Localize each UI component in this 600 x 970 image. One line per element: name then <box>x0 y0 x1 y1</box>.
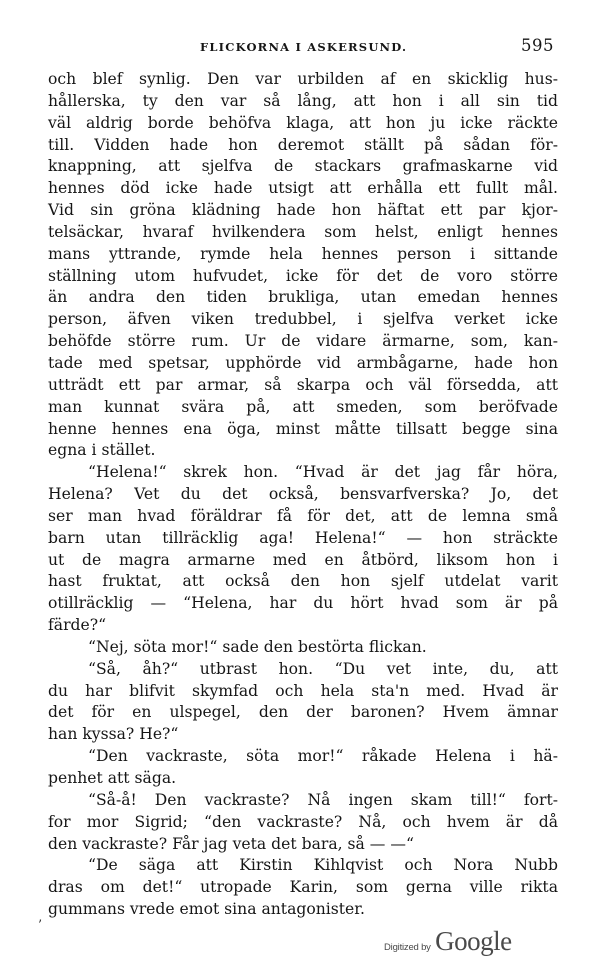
google-logo: Google <box>435 926 512 956</box>
text-line: knappning, att sjelfva de stackars grafmaskarne vid <box>48 157 558 176</box>
text-line: “Så-å! Den vackraste? Nå ingen skam till!“ fort- <box>88 790 558 809</box>
text-line: han kyssa? He?“ <box>48 725 179 744</box>
text-line: “Nej, söta mor!“ sade den bestörta flickan. <box>88 637 427 656</box>
text-line: och blef synlig. Den var urbilden af en skicklig hus- <box>48 70 558 88</box>
watermark-prefix: Digitized by <box>384 942 431 953</box>
text-line: väl aldrig borde behöfva klaga, att hon ju icke räckte <box>48 113 558 132</box>
text-line: penhet att säga. <box>48 769 177 787</box>
text-line: “Så, åh?“ utbrast hon. “Du vet inte, du, att <box>88 659 558 678</box>
text-line: ställning utom hufvudet, icke för det de voro större <box>48 266 558 285</box>
text-line: du har blifvit skymfad och hela sta'n med. Hvad är <box>48 681 558 700</box>
text-line: behöfde större rum. Ur de vidare ärmarne, som, kan- <box>48 332 558 351</box>
text-line: Vid sin gröna klädning hade hon häftat ett par kjor- <box>48 201 558 220</box>
text-line: henne hennes ena öga, minst måtte tillsatt begge sina <box>48 419 558 438</box>
text-line: otillräcklig — “Helena, har du hört hvad som är på <box>48 594 558 613</box>
text-line: gummans vrede emot sina antagonister. <box>48 900 365 919</box>
text-line: hast fruktat, att också den hon sjelf utdelat varit <box>48 572 558 591</box>
text-line: “De säga att Kirstin Kihlqvist och Nora Nubb <box>88 856 558 875</box>
text-line: hållerska, ty den var så lång, att hon i all sin tid <box>48 91 558 110</box>
text-line: man kunnat svära på, att smeden, som beröfvade <box>48 397 558 416</box>
text-line: utträdt ett par armar, så skarpa och väl försedda, att <box>48 375 558 394</box>
paragraph <box>48 855 558 921</box>
text-line: än andra den tiden brukliga, utan emedan hennes <box>48 288 558 307</box>
text-line: till. Vidden hade hon deremot ställt på sådan för- <box>48 135 558 154</box>
text-line: Helena? Vet du det också, bensvarfverska? Jo, det <box>48 485 558 504</box>
text-line: ser man hvad föräldrar få för det, att de lemna små <box>48 506 558 525</box>
text-line: det för en ulspegel, den der baronen? Hvem ämnar <box>48 703 558 722</box>
text-line: barn utan tillräcklig aga! Helena!“ — hon sträckte <box>48 528 558 547</box>
paragraph <box>48 790 558 856</box>
text-line: den vackraste? Får jag veta det bara, så — —“ <box>48 834 414 853</box>
text-line: for mor Sigrid; “den vackraste? Nå, och hvem är då <box>48 812 558 831</box>
text-line: dras om det!“ utropade Karin, som gerna ville rikta <box>48 878 558 897</box>
paragraph <box>48 746 558 790</box>
text-line: “Helena!“ skrek hon. “Hvad är det jag får höra, <box>88 463 558 482</box>
paragraph <box>48 659 558 746</box>
text-line: färde?“ <box>48 616 107 635</box>
page-number: 595 <box>521 36 554 55</box>
paragraph <box>48 462 558 637</box>
body-text <box>48 69 558 921</box>
page-header <box>48 36 558 58</box>
text-line: “Den vackraste, söta mor!“ råkade Helena i hä- <box>88 747 558 766</box>
text-line: mans yttrande, rymde hela hennes person i sittande <box>48 244 558 263</box>
margin-mark: ’ <box>38 918 43 933</box>
google-watermark <box>384 926 512 957</box>
paragraph <box>48 637 558 659</box>
text-line: egna i stället. <box>48 441 156 460</box>
text-line: tade med spetsar, upphörde vid armbågarne, hade hon <box>48 353 558 372</box>
text-line: telsäckar, hvaraf hvilkendera som helst, enligt hennes <box>48 222 558 241</box>
text-line: hennes död icke hade utsigt att erhålla ett fullt mål. <box>48 179 558 198</box>
text-line: ut de magra armarne med en åtbörd, liksom hon i <box>48 550 558 569</box>
paragraph <box>48 69 558 462</box>
text-line: person, äfven viken tredubbel, i sjelfva verket icke <box>48 310 558 329</box>
running-title: FLICKORNA I ASKERSUND. <box>200 40 408 54</box>
